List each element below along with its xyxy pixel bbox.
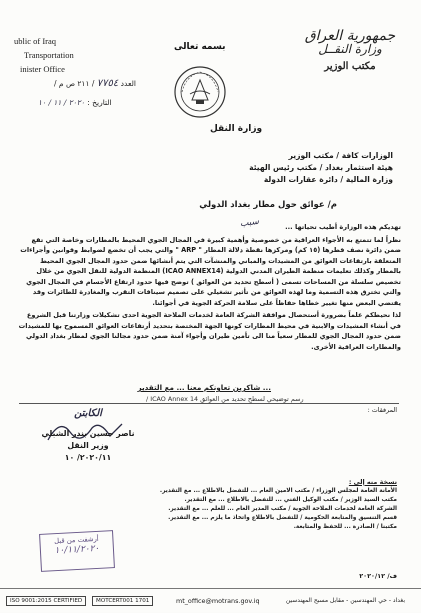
addressee-line: الوزارات كافة / مكتب الوزير (288, 151, 393, 160)
ministry-name-line2: وزارة النقــل (318, 42, 382, 56)
copy-item: مكتبنا / الصادرة ... للحفظ والمتابعة. (293, 524, 397, 530)
divider (19, 403, 399, 404)
closing-thanks: ... شاكرين تعاونكم معنا ... مع التقدير (137, 383, 271, 392)
footer-email: mt_office@motrans.gov.iq (176, 597, 260, 605)
stamp-label: أرشفت من قبل (53, 534, 99, 546)
letter-subject: م/ عوائق حول مطار بغداد الدولي (199, 200, 337, 210)
attachment-annotation: رسم توضيحي لسطح تحديد من العوائق ICAO Annex 14 / (146, 395, 304, 403)
letter-footer (0, 588, 421, 613)
copy-item: الأمانة العامة لمجلس الوزراء / مكتب الامين العام ... للتفضل بالاطلاع ... مع التقدير. (159, 488, 397, 494)
ministry-department: وزارة النقل (210, 124, 263, 134)
body-paragraph: نظراً لما تتمتع به الأجواء العراقية من خصوصية وأهمية كبيرة في المجال الجوي المحيط بالمطارات وخاصة التي تقع ضمن دائرة نصف قطرها (١٥ كم) ومركزها نقطة دلالة المطار " ARP " والتي يجب أن تخضع لضوابط وقوانين وأجراءات المتعلقة بارتفاعات العوائق من المشيدات والمباني والمنشآت التي يتم أنشائها ضمن حدود المجال الجوي المحيط بالمطار وكذلك تعليمات منظمة الطيران المدني الدولية (ICAO ANNEX14) المنظمة الدولية للنقل الجوي من خلال تخصيص سلسلة من المساحات تسمى ( أسطح تحديد من العوائق ) توضح فيها حدود ارتفاع الأجسام في المجال الجوي والتي تخترق هذه التسمية وما لهذه العوائق من تأثير تشغيلي على تصميم سيناقات التقرب والمغادرة للطائرات وقد يقتضي البعض منها تغيير خطاها حفاظاً على سلامة الحركة الجوية في أجوائنا. (20, 235, 401, 307)
signatory-name: ناصر حسين بندر الشبلي (41, 429, 135, 438)
english-letterhead (14, 34, 124, 76)
english-line-3: inister Office (20, 64, 65, 74)
reference-printed: / ٢١١ ص م / (54, 79, 95, 88)
copies-heading: نسخة منه إلى : (348, 478, 397, 486)
archive-stamp (39, 530, 115, 572)
signatory-title: وزير النقل (67, 441, 109, 450)
signature-date: ٢٠٢٠/١١/ ١٠ (64, 453, 112, 462)
copies-code: ف/ ٢٠٢٠/١٢ (359, 572, 397, 580)
attachments-label: المرفقات : (367, 406, 397, 414)
letter-body (17, 222, 401, 354)
cert-badge: MOTCERT001 1701 (92, 596, 153, 606)
iso-cert-badge: ISO 9001:2015 CERTIFIED (6, 596, 86, 606)
ministry-name-line1: جمهورية العراق (304, 28, 396, 44)
addressee-line: وزارة المالية / دائرة عقارات الدولة (263, 175, 393, 184)
stamp-date: ١٠/١١/٢٠٢٠ (54, 543, 100, 557)
english-line-1: ublic of Iraq (14, 36, 57, 46)
ministry-emblem-icon (172, 64, 228, 120)
body-paragraph: لذا نحيطكم علماً بضرورة أستحصال موافقة الشركة العامة لخدمات الملاحة الجوية احدى تشكيلات وزارتنا قبل الشروع في أنشاء المشيدات والابنية في محيط المطارات كونها الجهة المختصة بتحديد أرتفاعات العوائق المسموح بها للمشيدات ضمن حدود المجال الجوي للمطار سعياً منا الى تأمين طيران وأجواء آمنة ضمن حدود مجالنا الجوي لمطار بغداد الدولي والمطارات العراقية الأخرى. (18, 311, 401, 351)
minister-office-label: مكتب الوزير (324, 61, 376, 72)
footer-address: بغداد - حي المهندسين - مقابل مسبح المهندسين (285, 597, 405, 604)
letter-date: التاريخ : ٢٠٢٠ / ١١ / ١٠ (38, 98, 112, 107)
reference-number (54, 78, 136, 89)
reference-hand-number: ٧٧٥٤ (96, 78, 119, 89)
ministry-logo-ar (295, 30, 405, 73)
basmala: بسمه تعالى (174, 42, 226, 52)
copy-item: قسم التنسيق والمتابعة الحكومية / للتفضل بالاطلاع واتخاذ ما يلزم ... مع التقدير. (168, 515, 397, 521)
copy-item: مكتب السيد الوزير / مكتب الوكيل الفني ... للتفضل بالاطلاع ... مع التقدير. (184, 497, 397, 503)
greeting: تهديكم هذه الوزارة أطيب تحياتها ... (285, 223, 401, 231)
reference-label: العدد (120, 79, 136, 88)
english-line-2: Transportation (24, 50, 74, 60)
copy-item: الشركة العامة لخدمات الملاحة الجوية / مكتب المدير العام ... للعلم ... مع التقدير. (168, 506, 397, 512)
addressee-block (133, 150, 393, 186)
date-value: ٢٠٢٠ / ١١ / ١٠ (38, 98, 85, 107)
copies-block (115, 478, 397, 532)
signatory-rank: الكابتن (74, 408, 102, 419)
date-label: التاريخ (92, 98, 112, 107)
handwritten-note: سبب (239, 216, 260, 230)
addressee-line: هيئة استثمار بغداد / مكتب رئيس الهيئة (249, 163, 393, 172)
signature-block (28, 408, 148, 464)
